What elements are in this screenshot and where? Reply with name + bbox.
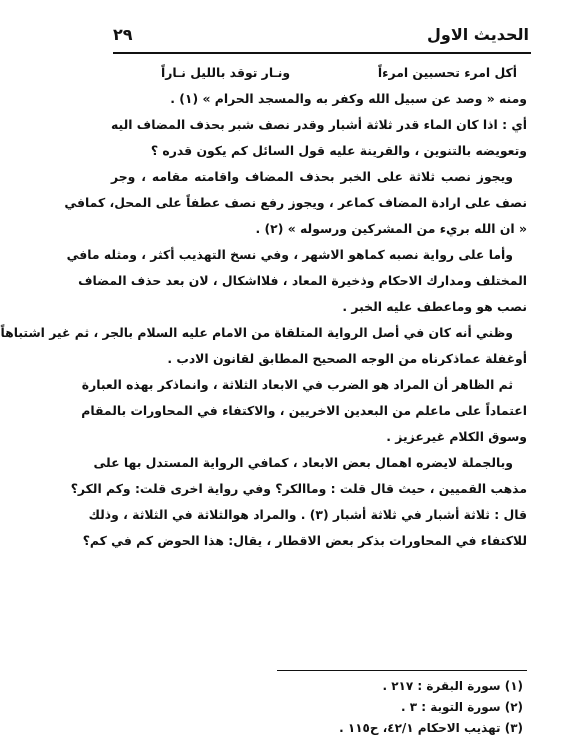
- verse-hemistich-left: ونـار توقد بالليل نـاراً: [161, 65, 291, 80]
- footnote-item: (٣) تهذيب الاحكام ٤٢/١، ح١١٥ .: [339, 721, 523, 735]
- verse-hemistich-right: أكل امرء تحسبين امرءاً: [377, 65, 517, 80]
- footnote-item: (١) سورة البقرة : ٢١٧ .: [382, 679, 523, 693]
- running-title: الحديث الاول: [426, 25, 529, 44]
- text-line: اعتماداً على ماعلم من البعدين الاخريين ، والاكتفاء في المحاورات بالمقام: [81, 403, 527, 418]
- text-line: مذهب القميين ، حيث قال قلت : وماالكر؟ وفي رواية اخرى قلت: وكم الكر؟: [70, 481, 527, 496]
- page-header: [113, 18, 529, 44]
- text-line: للاكتفاء في المحاورات بذكر بعض الاقطار ، يقال: هذا الحوض كم في كم؟: [82, 533, 527, 548]
- text-line: أوغفلة عماذكرناه من الوجه الصحيح المطابق لقانون الادب .: [167, 351, 527, 366]
- text-line: وأما على رواية نصبه كماهو الاشهر ، وفي نسخ التهذيب أكثر ، ومثله مافي: [66, 247, 513, 262]
- text-line: نصب هو وماعطف عليه الخبر .: [342, 299, 527, 314]
- text-line: « ان الله بريء من المشركين ورسوله » (٢) .: [255, 221, 527, 236]
- text-line: المختلف ومدارك الاحكام وذخيرة المعاد ، فلااشكال ، لان بعد حذف المضاف: [78, 273, 527, 288]
- text-line: وبالجملة لايضره اهمال بعض الابعاد ، كمافي الرواية المستدل بها على: [93, 455, 513, 470]
- page-number: ٢٩: [113, 25, 133, 44]
- text-line: أي : اذا كان الماء قدر ثلاثة أشبار وقدر نصف شبر بحذف المضاف اليه: [111, 117, 527, 132]
- text-line: نصف على ارادة المضاف كماعر ، ويجوز رفع نصف عطفاً على المحل، كمافي: [64, 195, 527, 210]
- footnote-item: (٢) سورة التوبة : ٣ .: [400, 700, 523, 714]
- text-line: ويجوز نصب ثلاثة على الخبر بحذف المضاف واقامته مقامه ، وجر: [111, 169, 513, 184]
- text-line: ومنه « وصد عن سبيل الله وكفر به والمسجد الحرام » (١) .: [170, 91, 527, 106]
- footnote-rule: [277, 670, 527, 671]
- text-line: وتعويضه بالتنوين ، والقرينة عليه قول السائل كم يكون قدره ؟: [150, 143, 527, 158]
- main-text: [0, 60, 527, 554]
- footnotes: [223, 676, 523, 739]
- text-line: ثم الظاهر أن المراد هو الضرب في الابعاد الثلاثة ، وانماذكر بهذه العبارة: [81, 377, 513, 392]
- text-line: وظني أنه كان في أصل الرواية المتلقاة من الامام عليه السلام بالجر ، ثم غير اشتباهاً: [0, 325, 513, 340]
- header-rule: [113, 52, 531, 54]
- poetry-verse: [111, 60, 527, 86]
- text-line: وسوق الكلام غيرعزيز .: [386, 429, 527, 444]
- text-line: قال : ثلاثة أشبار في ثلاثة أشبار (٣) . والمراد هوالثلاثة في الثلاثة ، وذلك: [88, 507, 527, 522]
